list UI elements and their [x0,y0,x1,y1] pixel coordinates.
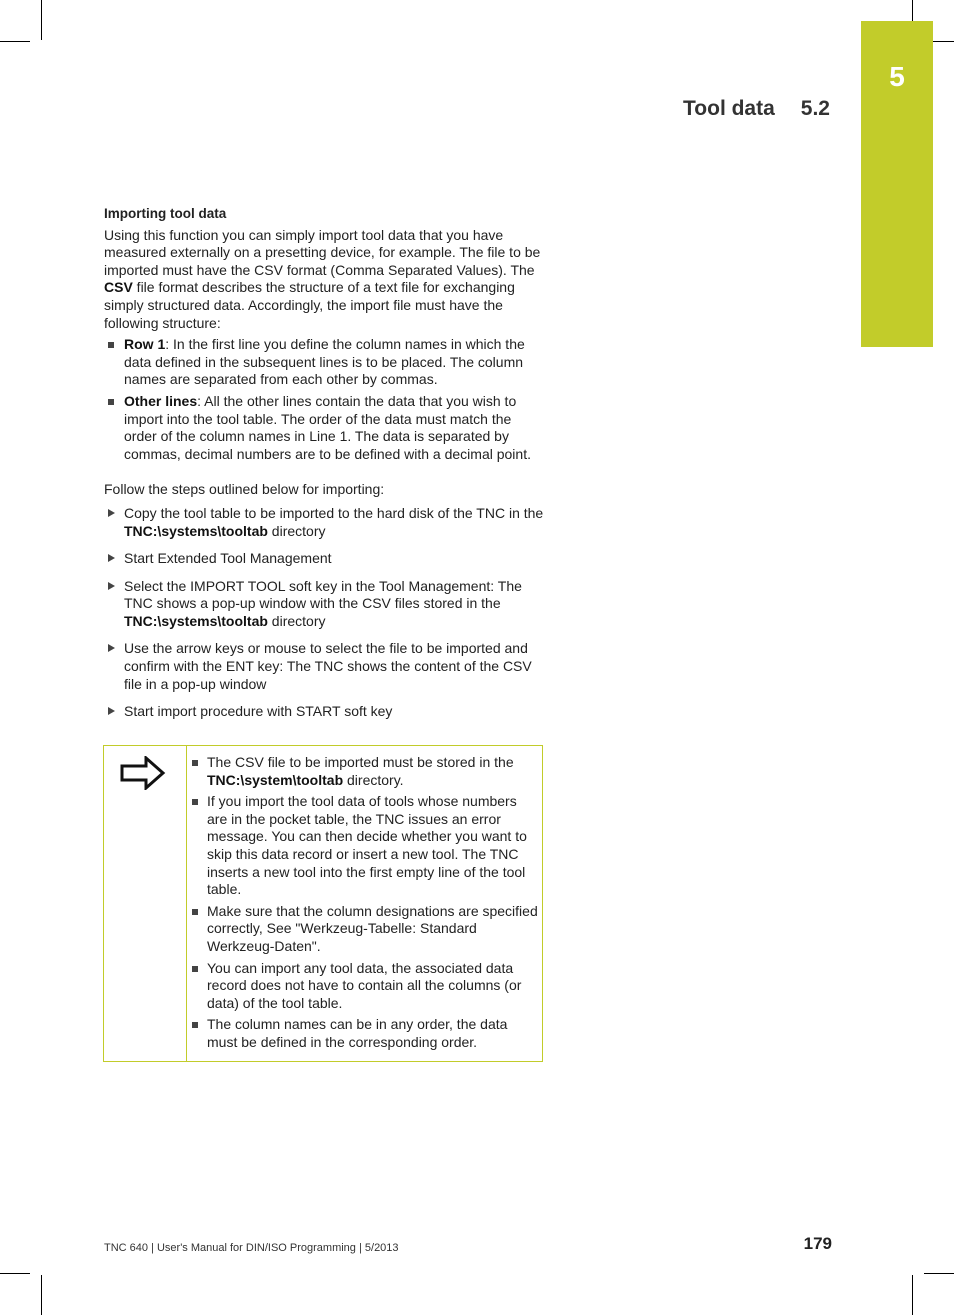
crop-mark [924,1273,954,1274]
note-list [190,754,538,1056]
crop-mark [41,0,42,40]
intro-paragraph: Using this function you can simply import tool data that you have measured externally on a presetting device, for example. The file to be imported must have the CSV format (Comma Separated Values). The CSV file format describes the structure of a text file for exchanging simply structured data. Accordingly, the import file must have the following structure: [104,226,541,331]
crop-mark [912,1275,913,1315]
step-item: Select the IMPORT TOOL soft key in the Tool Management: The TNC shows a pop-up window with the CSV files stored in the TNC:\systems\tooltab directory [104,578,544,631]
note-box [103,745,543,1062]
crop-mark [41,1275,42,1315]
structure-list [104,336,544,463]
arrow-right-icon [120,756,166,795]
step-item: Start import procedure with START soft key [104,703,544,721]
note-item: The CSV file to be imported must be stored in the TNC:\system\tooltab directory. [190,754,538,789]
note-item: Make sure that the column designations are specified correctly, See "Werkzeug-Tabelle: Standard Werkzeug-Daten". [190,903,538,956]
header-title: Tool data [683,97,775,120]
note-item: You can import any tool data, the associated data record does not have to contain all the columns (or data) of the tool table. [190,960,538,1013]
note-item: If you import the tool data of tools whose numbers are in the pocket table, the TNC issues an error message. You can then decide whether you want to skip this data record or insert a new tool. The TNC inserts a new tool into the first empty line of the tool table. [190,793,538,899]
steps-intro: Follow the steps outlined below for importing: [104,481,385,498]
main-content [104,205,544,731]
steps-list [104,505,544,721]
section-heading: Importing tool data [104,206,227,221]
page-number: 179 [803,1234,832,1253]
crop-mark [0,1273,30,1274]
footer-text: TNC 640 | User's Manual for DIN/ISO Programming | 5/2013 [104,1242,399,1254]
header-section-number: 5.2 [800,97,830,120]
chapter-tab [861,21,933,347]
note-divider [186,746,187,1061]
list-item: Row 1: In the first line you define the column names in which the data defined in the subsequent lines is to be placed. The column names are separated from each other by commas. [104,336,544,389]
step-item: Use the arrow keys or mouse to select the file to be imported and confirm with the ENT key: The TNC shows the content of the CSV file in a pop-up window [104,640,544,693]
list-item: Other lines: All the other lines contain the data that you wish to import into the tool table. The order of the data must match the order of the column names in Line 1. The data is separated by commas, decimal numbers are to be defined with a decimal point. [104,393,544,463]
crop-mark [0,41,30,42]
note-item: The column names can be in any order, the data must be defined in the corresponding order. [190,1016,538,1051]
chapter-number: 5 [889,61,905,92]
step-item: Copy the tool table to be imported to the hard disk of the TNC in the TNC:\systems\tooltab directory [104,505,544,540]
running-header [600,97,830,121]
step-item: Start Extended Tool Management [104,550,544,568]
